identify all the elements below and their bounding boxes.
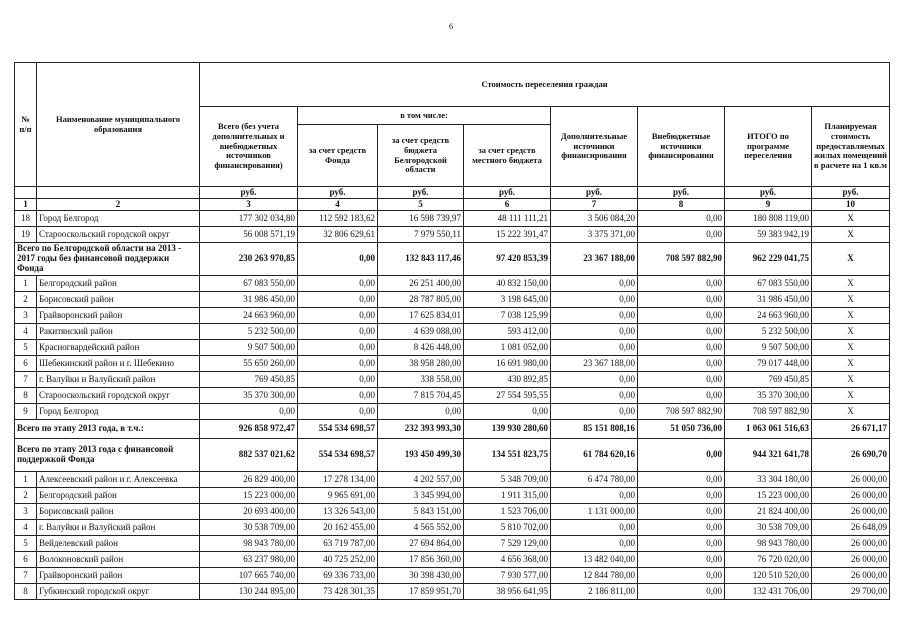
unit-cell: руб. — [464, 187, 551, 199]
municipality-name: Алексеевский район и г. Алексеевка — [37, 472, 200, 488]
cell-region: 30 398 430,00 — [378, 568, 464, 584]
cell-region: 17 856 360,00 — [378, 552, 464, 568]
cell-total: 56 008 571,19 — [200, 227, 298, 243]
cell-fund: 0,00 — [298, 308, 378, 324]
cell-fund: 0,00 — [298, 324, 378, 340]
cell-planned: Х — [812, 243, 890, 276]
cell-planned: Х — [812, 356, 890, 372]
row-number: 2 — [15, 488, 37, 504]
table-row — [15, 404, 890, 420]
cell-total: 230 263 970,85 — [200, 243, 298, 276]
summary-label: Всего по этапу 2013 года, в т.ч.: — [15, 420, 200, 439]
municipality-name: Старооскольский городской округ — [37, 227, 200, 243]
cell-planned: 26 648,09 — [812, 520, 890, 536]
cell-itogo: 9 507 500,00 — [725, 340, 812, 356]
cell-total: 98 943 780,00 — [200, 536, 298, 552]
cell-local: 48 111 111,21 — [464, 211, 551, 227]
cell-total: 24 663 960,00 — [200, 308, 298, 324]
row-number: 5 — [15, 536, 37, 552]
unit-cell: руб. — [812, 187, 890, 199]
cell-itogo: 132 431 706,00 — [725, 584, 812, 600]
cell-fund: 69 336 733,00 — [298, 568, 378, 584]
cell-local: 134 551 823,75 — [464, 439, 551, 472]
municipality-name: Борисовский район — [37, 292, 200, 308]
row-number: 7 — [15, 568, 37, 584]
row-number: 2 — [15, 292, 37, 308]
cell-region: 5 843 151,00 — [378, 504, 464, 520]
cell-additional: 85 151 808,16 — [551, 420, 638, 439]
row-number: 8 — [15, 584, 37, 600]
cell-local: 27 554 595,55 — [464, 388, 551, 404]
unit-cell: руб. — [298, 187, 378, 199]
cell-planned: 26 000,00 — [812, 568, 890, 584]
cell-itogo: 76 720 020,00 — [725, 552, 812, 568]
cell-additional: 12 844 780,00 — [551, 568, 638, 584]
cell-region: 3 345 994,00 — [378, 488, 464, 504]
cell-additional: 0,00 — [551, 388, 638, 404]
municipality-name: Шебекинский район и г. Шебекино — [37, 356, 200, 372]
row-number: 7 — [15, 372, 37, 388]
cell-itogo: 1 063 061 516,63 — [725, 420, 812, 439]
header-region: за счет средств бюджета Белгородской области — [378, 125, 464, 187]
row-number: 3 — [15, 504, 37, 520]
index-cell: 5 — [378, 199, 464, 211]
cell-total: 31 986 450,00 — [200, 292, 298, 308]
row-number: 1 — [15, 472, 37, 488]
municipality-name: Губкинский городской округ — [37, 584, 200, 600]
header-no: № п/п — [15, 63, 37, 187]
summary-row — [15, 439, 890, 472]
table-row — [15, 584, 890, 600]
cell-additional: 3 506 084,20 — [551, 211, 638, 227]
row-number: 6 — [15, 356, 37, 372]
header-itogo: ИТОГО по программе переселения — [725, 107, 812, 187]
cell-planned: 26 000,00 — [812, 504, 890, 520]
table-row — [15, 211, 890, 227]
municipality-name: Грайворонский район — [37, 568, 200, 584]
cell-planned: Х — [812, 227, 890, 243]
table-row — [15, 340, 890, 356]
row-number: 18 — [15, 211, 37, 227]
cell-local: 7 930 577,00 — [464, 568, 551, 584]
table-row — [15, 292, 890, 308]
header-planned: Планируемая стоимость предоставляемых жилых помещений в расчете на 1 кв.м — [812, 107, 890, 187]
municipality-name: Ракитянский район — [37, 324, 200, 340]
cell-additional: 3 375 371,00 — [551, 227, 638, 243]
cell-region: 28 787 805,00 — [378, 292, 464, 308]
cell-total: 67 083 550,00 — [200, 276, 298, 292]
cell-fund: 73 428 301,35 — [298, 584, 378, 600]
cell-total: 55 650 260,00 — [200, 356, 298, 372]
cell-region: 132 843 117,46 — [378, 243, 464, 276]
unit-cell: руб. — [200, 187, 298, 199]
table-row — [15, 276, 890, 292]
column-index-row — [15, 199, 890, 211]
municipality-name: Волоконовский район — [37, 552, 200, 568]
table-row — [15, 552, 890, 568]
cell-total: 20 693 400,00 — [200, 504, 298, 520]
unit-cell: руб. — [551, 187, 638, 199]
unit-cell: руб. — [725, 187, 812, 199]
table-row — [15, 472, 890, 488]
cell-local: 3 198 645,00 — [464, 292, 551, 308]
municipality-name: Вейделевский район — [37, 536, 200, 552]
unit-cell: руб. — [378, 187, 464, 199]
cell-fund: 32 806 629,61 — [298, 227, 378, 243]
header-subgroup: в том числе: — [298, 107, 551, 125]
cell-total: 9 507 500,00 — [200, 340, 298, 356]
cell-offbudget: 0,00 — [638, 292, 725, 308]
cell-fund: 554 534 698,57 — [298, 439, 378, 472]
header-local: за счет средств местного бюджета — [464, 125, 551, 187]
cell-offbudget: 0,00 — [638, 552, 725, 568]
cell-offbudget: 0,00 — [638, 472, 725, 488]
cell-planned: Х — [812, 211, 890, 227]
cell-planned: Х — [812, 372, 890, 388]
cell-local: 1 911 315,00 — [464, 488, 551, 504]
cell-planned: Х — [812, 276, 890, 292]
summary-label: Всего по Белгородской области на 2013 - 2017 годы без финансовой поддержки Фонда — [15, 243, 200, 276]
header-name: Наименование муниципального образования — [37, 63, 200, 187]
index-cell: 1 — [15, 199, 37, 211]
index-cell: 2 — [37, 199, 200, 211]
cell-offbudget: 0,00 — [638, 568, 725, 584]
cell-local: 1 081 052,00 — [464, 340, 551, 356]
cell-additional: 0,00 — [551, 372, 638, 388]
cell-planned: Х — [812, 292, 890, 308]
cell-region: 4 565 552,00 — [378, 520, 464, 536]
cell-planned: Х — [812, 324, 890, 340]
cell-local: 7 529 129,00 — [464, 536, 551, 552]
cell-itogo: 180 808 119,00 — [725, 211, 812, 227]
cell-offbudget: 0,00 — [638, 372, 725, 388]
table-row — [15, 536, 890, 552]
table-body — [15, 211, 890, 600]
cell-total: 769 450,85 — [200, 372, 298, 388]
cell-region: 16 598 739,97 — [378, 211, 464, 227]
cell-additional: 1 131 000,00 — [551, 504, 638, 520]
cell-offbudget: 0,00 — [638, 340, 725, 356]
cell-additional: 0,00 — [551, 488, 638, 504]
cell-itogo: 24 663 960,00 — [725, 308, 812, 324]
cell-additional: 23 367 188,00 — [551, 243, 638, 276]
header-group-title: Стоимость переселения граждан — [200, 63, 890, 107]
cell-additional: 13 482 040,00 — [551, 552, 638, 568]
table-row — [15, 504, 890, 520]
cell-local: 40 832 150,00 — [464, 276, 551, 292]
cell-region: 27 694 864,00 — [378, 536, 464, 552]
cell-additional: 61 784 620,16 — [551, 439, 638, 472]
summary-label: Всего по этапу 2013 года с финансовой поддержкой Фонда — [15, 439, 200, 472]
cell-offbudget: 0,00 — [638, 276, 725, 292]
cell-total: 177 302 034,80 — [200, 211, 298, 227]
municipality-name: г. Валуйки и Валуйский район — [37, 520, 200, 536]
cell-planned: 26 690,70 — [812, 439, 890, 472]
cell-offbudget: 0,00 — [638, 584, 725, 600]
cell-fund: 112 592 183,62 — [298, 211, 378, 227]
resettlement-cost-table — [14, 62, 890, 600]
cell-region: 0,00 — [378, 404, 464, 420]
cell-itogo: 708 597 882,90 — [725, 404, 812, 420]
row-number: 4 — [15, 520, 37, 536]
cell-offbudget: 0,00 — [638, 227, 725, 243]
units-row — [15, 187, 890, 199]
cell-offbudget: 0,00 — [638, 520, 725, 536]
cell-additional: 0,00 — [551, 340, 638, 356]
row-number: 8 — [15, 388, 37, 404]
cell-itogo: 79 017 448,00 — [725, 356, 812, 372]
cell-offbudget: 51 050 736,00 — [638, 420, 725, 439]
cell-total: 130 244 895,00 — [200, 584, 298, 600]
cell-itogo: 15 223 000,00 — [725, 488, 812, 504]
cell-local: 1 523 706,00 — [464, 504, 551, 520]
table-row — [15, 520, 890, 536]
cell-fund: 0,00 — [298, 292, 378, 308]
cell-fund: 0,00 — [298, 372, 378, 388]
table-row — [15, 372, 890, 388]
cell-planned: 29 700,00 — [812, 584, 890, 600]
cell-additional: 0,00 — [551, 536, 638, 552]
index-cell: 9 — [725, 199, 812, 211]
row-number: 9 — [15, 404, 37, 420]
cell-itogo: 59 383 942,19 — [725, 227, 812, 243]
cell-region: 7 979 550,11 — [378, 227, 464, 243]
cell-planned: 26 000,00 — [812, 552, 890, 568]
table-row — [15, 488, 890, 504]
cell-region: 193 450 499,30 — [378, 439, 464, 472]
cell-itogo: 33 304 180,00 — [725, 472, 812, 488]
cell-itogo: 962 229 041,75 — [725, 243, 812, 276]
cell-additional: 6 474 780,00 — [551, 472, 638, 488]
cell-offbudget: 0,00 — [638, 388, 725, 404]
cell-local: 38 956 641,95 — [464, 584, 551, 600]
cell-fund: 63 719 787,00 — [298, 536, 378, 552]
unit-cell: руб. — [638, 187, 725, 199]
cell-offbudget: 0,00 — [638, 488, 725, 504]
cell-total: 0,00 — [200, 404, 298, 420]
table-row — [15, 568, 890, 584]
cell-offbudget: 708 597 882,90 — [638, 404, 725, 420]
cell-region: 4 639 088,00 — [378, 324, 464, 340]
cell-total: 30 538 709,00 — [200, 520, 298, 536]
cell-planned: 26 671,17 — [812, 420, 890, 439]
cell-itogo: 31 986 450,00 — [725, 292, 812, 308]
cell-itogo: 35 370 300,00 — [725, 388, 812, 404]
table-row — [15, 356, 890, 372]
municipality-name: г. Валуйки и Валуйский район — [37, 372, 200, 388]
summary-row — [15, 243, 890, 276]
cell-local: 430 892,85 — [464, 372, 551, 388]
cell-region: 4 202 557,00 — [378, 472, 464, 488]
cell-offbudget: 0,00 — [638, 308, 725, 324]
header-fund: за счет средств Фонда — [298, 125, 378, 187]
cell-itogo: 5 232 500,00 — [725, 324, 812, 340]
row-number: 4 — [15, 324, 37, 340]
table-row — [15, 308, 890, 324]
cell-region: 17 625 834,01 — [378, 308, 464, 324]
cell-offbudget: 0,00 — [638, 536, 725, 552]
cell-offbudget: 0,00 — [638, 324, 725, 340]
row-number: 5 — [15, 340, 37, 356]
cell-local: 97 420 853,39 — [464, 243, 551, 276]
cell-additional: 0,00 — [551, 324, 638, 340]
cell-region: 7 815 704,45 — [378, 388, 464, 404]
cell-additional: 23 367 188,00 — [551, 356, 638, 372]
municipality-name: Борисовский район — [37, 504, 200, 520]
cell-fund: 17 278 134,00 — [298, 472, 378, 488]
cell-fund: 0,00 — [298, 243, 378, 276]
header-offbudget: Внебюджетные источники финансирования — [638, 107, 725, 187]
cell-local: 0,00 — [464, 404, 551, 420]
cell-total: 15 223 000,00 — [200, 488, 298, 504]
cell-fund: 0,00 — [298, 356, 378, 372]
row-number: 6 — [15, 552, 37, 568]
cell-fund: 9 965 691,00 — [298, 488, 378, 504]
cell-additional: 0,00 — [551, 404, 638, 420]
cell-fund: 554 534 698,57 — [298, 420, 378, 439]
cell-local: 7 038 125,99 — [464, 308, 551, 324]
cell-fund: 13 326 543,00 — [298, 504, 378, 520]
cell-planned: Х — [812, 340, 890, 356]
municipality-name: Грайворонский район — [37, 308, 200, 324]
cell-fund: 0,00 — [298, 388, 378, 404]
cell-itogo: 21 824 400,00 — [725, 504, 812, 520]
cell-fund: 40 725 252,00 — [298, 552, 378, 568]
cell-additional: 2 186 811,00 — [551, 584, 638, 600]
cell-local: 5 348 709,00 — [464, 472, 551, 488]
cell-fund: 0,00 — [298, 340, 378, 356]
cell-total: 107 665 740,00 — [200, 568, 298, 584]
row-number: 1 — [15, 276, 37, 292]
cell-itogo: 944 321 641,78 — [725, 439, 812, 472]
cell-itogo: 67 083 550,00 — [725, 276, 812, 292]
cell-region: 26 251 400,00 — [378, 276, 464, 292]
cell-planned: 26 000,00 — [812, 536, 890, 552]
municipality-name: Старооскольский городской округ — [37, 388, 200, 404]
cell-itogo: 769 450,85 — [725, 372, 812, 388]
cell-local: 16 691 980,00 — [464, 356, 551, 372]
cell-fund: 0,00 — [298, 404, 378, 420]
cell-offbudget: 0,00 — [638, 504, 725, 520]
table-row — [15, 227, 890, 243]
cell-total: 63 237 980,00 — [200, 552, 298, 568]
header-additional: Дополнительные источники финансирования — [551, 107, 638, 187]
cell-planned: Х — [812, 388, 890, 404]
summary-row — [15, 420, 890, 439]
cell-total: 35 370 300,00 — [200, 388, 298, 404]
cell-total: 5 232 500,00 — [200, 324, 298, 340]
row-number: 3 — [15, 308, 37, 324]
municipality-name: Белгородский район — [37, 488, 200, 504]
cell-itogo: 98 943 780,00 — [725, 536, 812, 552]
cell-local: 5 810 702,00 — [464, 520, 551, 536]
page-number: 6 — [449, 22, 453, 31]
cell-total: 26 829 400,00 — [200, 472, 298, 488]
cell-planned: Х — [812, 404, 890, 420]
cell-additional: 0,00 — [551, 276, 638, 292]
cell-offbudget: 0,00 — [638, 439, 725, 472]
cell-planned: Х — [812, 308, 890, 324]
cell-local: 15 222 391,47 — [464, 227, 551, 243]
cell-region: 38 958 280,00 — [378, 356, 464, 372]
municipality-name: Белгородский район — [37, 276, 200, 292]
index-cell: 10 — [812, 199, 890, 211]
cell-local: 139 930 280,60 — [464, 420, 551, 439]
cell-total: 926 858 972,47 — [200, 420, 298, 439]
cell-total: 882 537 021,62 — [200, 439, 298, 472]
cell-itogo: 120 510 520,00 — [725, 568, 812, 584]
cell-offbudget: 708 597 882,90 — [638, 243, 725, 276]
cell-region: 17 859 951,70 — [378, 584, 464, 600]
header-total: Всего (без учета дополнительных и внебюджетных источников финансирования) — [200, 107, 298, 187]
municipality-name: Город Белгород — [37, 404, 200, 420]
index-cell: 3 — [200, 199, 298, 211]
cell-planned: 26 000,00 — [812, 472, 890, 488]
cell-additional: 0,00 — [551, 308, 638, 324]
municipality-name: Красногвардейский район — [37, 340, 200, 356]
cell-planned: 26 000,00 — [812, 488, 890, 504]
index-cell: 6 — [464, 199, 551, 211]
table-row — [15, 388, 890, 404]
cell-fund: 20 162 455,00 — [298, 520, 378, 536]
index-cell: 4 — [298, 199, 378, 211]
table-header — [15, 63, 890, 211]
municipality-name: Город Белгород — [37, 211, 200, 227]
cell-offbudget: 0,00 — [638, 356, 725, 372]
cell-offbudget: 0,00 — [638, 211, 725, 227]
cell-additional: 0,00 — [551, 520, 638, 536]
cell-fund: 0,00 — [298, 276, 378, 292]
cell-local: 593 412,00 — [464, 324, 551, 340]
table-row — [15, 324, 890, 340]
cell-region: 338 558,00 — [378, 372, 464, 388]
cell-itogo: 30 538 709,00 — [725, 520, 812, 536]
index-cell: 8 — [638, 199, 725, 211]
index-cell: 7 — [551, 199, 638, 211]
row-number: 19 — [15, 227, 37, 243]
cell-additional: 0,00 — [551, 292, 638, 308]
cell-region: 8 426 448,00 — [378, 340, 464, 356]
cell-local: 4 656 368,00 — [464, 552, 551, 568]
cell-region: 232 393 993,30 — [378, 420, 464, 439]
